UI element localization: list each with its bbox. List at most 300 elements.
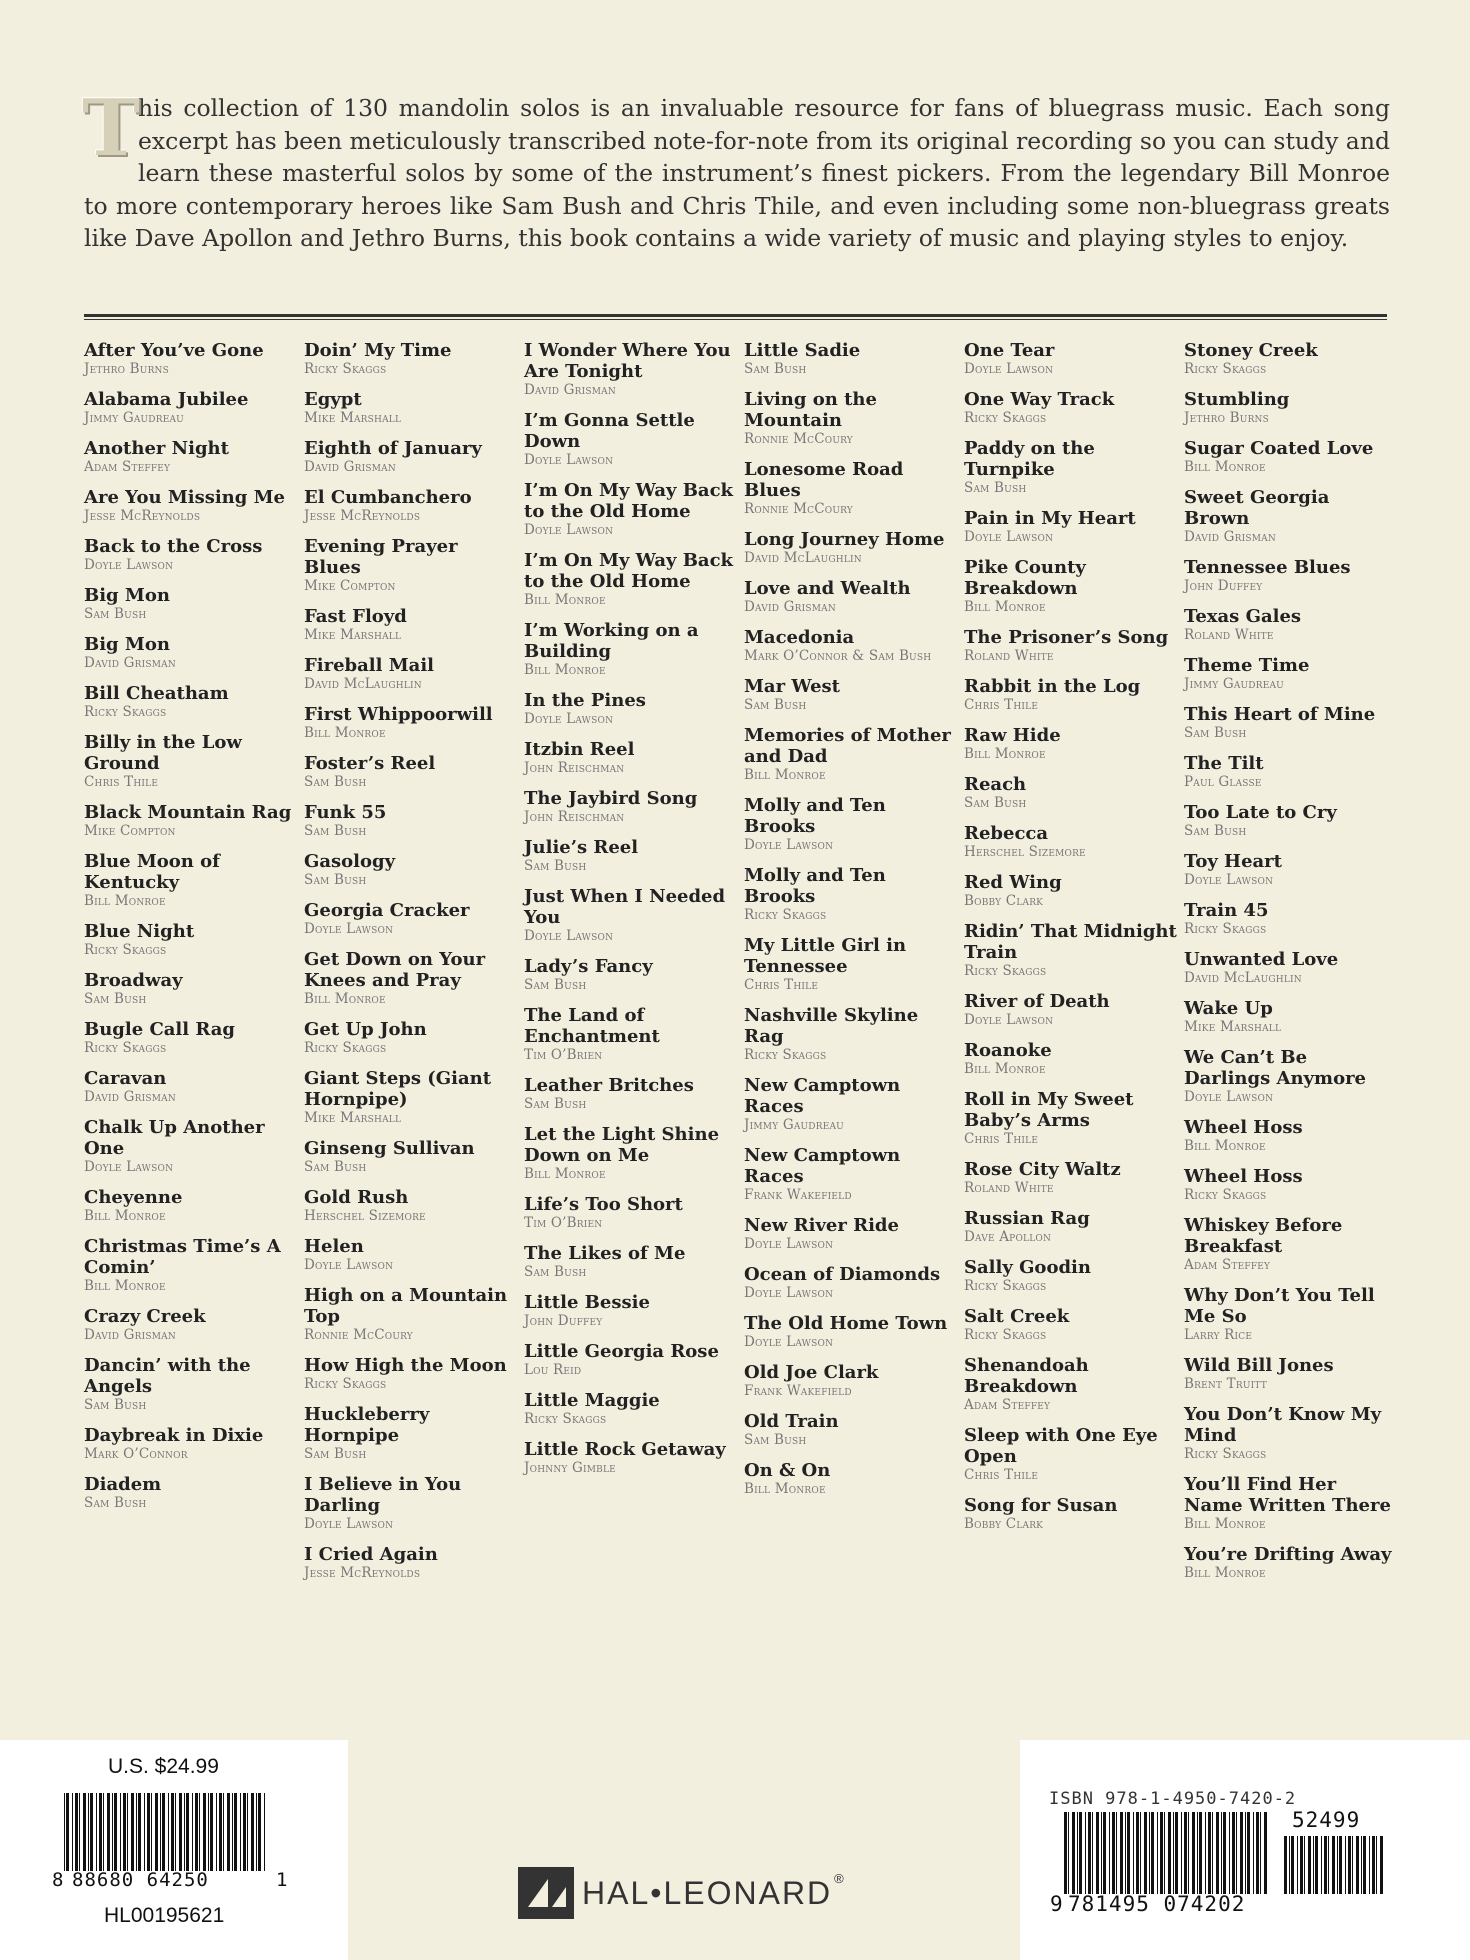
song-entry: [304, 1285, 519, 1344]
song-title: I Believe in You Darling: [304, 1474, 462, 1516]
song-title: Gold Rush: [304, 1187, 409, 1208]
song-title: Long Journey Home: [744, 529, 945, 550]
song-entry: [1184, 1474, 1399, 1533]
song-artist: David Grisman: [84, 655, 176, 671]
song-entry: [84, 1187, 299, 1225]
song-entry: [84, 683, 299, 721]
barcode-bar: [1260, 1812, 1261, 1894]
song-artist: Doyle Lawson: [744, 837, 834, 853]
barcode-bar: [1173, 1812, 1174, 1894]
song-artist: Ricky Skaggs: [304, 1040, 387, 1056]
song-artist: David McLaughlin: [1184, 970, 1302, 986]
song-title: Life’s Too Short: [524, 1194, 683, 1215]
song-artist: Ricky Skaggs: [1184, 1446, 1267, 1462]
barcode-bar: [1264, 1812, 1267, 1894]
barcode-bar: [1291, 1836, 1294, 1894]
song-artist: John Reischman: [524, 760, 625, 776]
song-artist: Mark O’Connor: [84, 1446, 188, 1462]
song-artist: Brent Truitt: [1184, 1376, 1267, 1392]
song-entry: [524, 1005, 739, 1064]
song-title: Eighth of January: [304, 438, 482, 459]
barcode-bar: [1297, 1836, 1298, 1894]
barcode-bar: [144, 1793, 145, 1871]
song-artist: Sam Bush: [304, 823, 367, 839]
song-title: Alabama Jubilee: [84, 389, 249, 410]
song-artist: Mike Compton: [84, 823, 176, 839]
song-entry: [524, 1341, 739, 1379]
song-title: Theme Time: [1184, 655, 1310, 676]
song-entry: [744, 389, 959, 448]
song-artist: Doyle Lawson: [84, 557, 174, 573]
song-entry: [524, 480, 739, 539]
song-entry: [84, 1306, 299, 1344]
song-artist: Jimmy Gaudreau: [744, 1117, 844, 1133]
barcode-bar: [203, 1793, 206, 1871]
song-title: Roanoke: [964, 1040, 1052, 1061]
barcode-bar: [1253, 1812, 1254, 1894]
song-title: Nashville Skyline Rag: [744, 1005, 919, 1047]
barcode-bar: [240, 1793, 241, 1871]
song-artist: Doyle Lawson: [84, 1159, 174, 1175]
song-title: Raw Hide: [964, 725, 1061, 746]
song-entry: [524, 550, 739, 609]
song-entry: [1184, 340, 1399, 378]
song-entry: [744, 1075, 959, 1134]
barcode-bar: [234, 1793, 237, 1871]
song-entry: [304, 753, 519, 791]
barcode-bar: [136, 1793, 137, 1871]
song-entry: [524, 886, 739, 945]
song-title: Tennessee Blues: [1184, 557, 1351, 578]
song-title: Shenandoah Breakdown: [964, 1355, 1089, 1397]
song-title: Egypt: [304, 389, 362, 410]
song-entry: [964, 872, 1179, 910]
song-title: Love and Wealth: [744, 578, 911, 599]
song-title: Why Don’t You Tell Me So: [1184, 1285, 1375, 1327]
song-entry: [744, 795, 959, 854]
song-title: Ridin’ That Midnight Train: [964, 921, 1177, 963]
song-column: [964, 340, 1179, 1544]
song-title: I Cried Again: [304, 1544, 438, 1565]
song-title: My Little Girl in Tennessee: [744, 935, 907, 977]
barcode-bar: [1223, 1812, 1226, 1894]
song-artist: Sam Bush: [744, 361, 807, 377]
song-artist: Johnny Gimble: [524, 1460, 616, 1476]
barcode-bar: [1160, 1812, 1163, 1894]
song-artist: David Grisman: [304, 459, 396, 475]
barcode-bar: [1101, 1812, 1102, 1894]
song-title: On & On: [744, 1460, 831, 1481]
barcode-bar: [1197, 1812, 1198, 1894]
song-entry: [964, 1425, 1179, 1484]
song-title: Molly and Ten Brooks: [744, 795, 886, 837]
song-artist: Sam Bush: [304, 1159, 367, 1175]
song-title: One Tear: [964, 340, 1055, 361]
song-title: One Way Track: [964, 389, 1115, 410]
song-entry: [964, 508, 1179, 546]
barcode-bar: [227, 1793, 230, 1871]
barcode-bar: [258, 1793, 261, 1871]
song-entry: [964, 557, 1179, 616]
isbn-label: ISBN 978-1-4950-7420-2: [1049, 1789, 1297, 1809]
song-entry: [84, 970, 299, 1008]
barcode-bar: [1181, 1812, 1182, 1894]
song-entry: [84, 1236, 299, 1295]
barcode-bar: [138, 1793, 141, 1871]
song-title: Wild Bill Jones: [1184, 1355, 1334, 1376]
barcode-bar: [1376, 1836, 1377, 1894]
song-title: Funk 55: [304, 802, 387, 823]
song-artist: Tim O’Brien: [524, 1047, 603, 1063]
intro-paragraph: [82, 83, 1390, 255]
song-entry: [1184, 1166, 1399, 1204]
song-artist: Chris Thile: [964, 697, 1039, 713]
song-artist: Bill Monroe: [964, 746, 1046, 762]
song-entry: [524, 1075, 739, 1113]
song-artist: Sam Bush: [744, 697, 807, 713]
song-entry: [964, 389, 1179, 427]
barcode-bar: [210, 1793, 213, 1871]
song-entry: [744, 529, 959, 567]
barcode-bar: [216, 1793, 217, 1871]
song-artist: Ronnie McCoury: [744, 501, 853, 517]
song-title: New Camptown Races: [744, 1075, 901, 1117]
divider-rule: [84, 314, 1387, 317]
barcode-addon: [1284, 1836, 1388, 1894]
barcode-bar: [1085, 1812, 1086, 1894]
song-entry: [1184, 606, 1399, 644]
song-title: Diadem: [84, 1474, 162, 1495]
barcode-bar: [123, 1793, 126, 1871]
song-entry: [964, 1495, 1179, 1533]
song-artist: Paul Glasse: [1184, 774, 1262, 790]
song-title: Daybreak in Dixie: [84, 1425, 264, 1446]
barcode-bar: [1205, 1812, 1206, 1894]
song-title: Back to the Cross: [84, 536, 263, 557]
barcode-bar: [1332, 1836, 1335, 1894]
barcode-bar: [1112, 1812, 1115, 1894]
song-title: New Camptown Races: [744, 1145, 901, 1187]
song-title: This Heart of Mine: [1184, 704, 1376, 725]
barcode-bar: [1380, 1836, 1383, 1894]
song-entry: [304, 802, 519, 840]
barcode-bar: [1324, 1836, 1327, 1894]
song-entry: [524, 1194, 739, 1232]
song-artist: Bill Monroe: [744, 767, 826, 783]
song-artist: Bill Monroe: [524, 592, 606, 608]
barcode-bar: [1232, 1812, 1235, 1894]
song-entry: [524, 1292, 739, 1330]
song-entry: [744, 627, 959, 665]
barcode-bar: [1168, 1812, 1171, 1894]
song-entry: [84, 1068, 299, 1106]
song-entry: [964, 1257, 1179, 1295]
song-artist: Jimmy Gaudreau: [1184, 676, 1284, 692]
song-artist: Ricky Skaggs: [84, 942, 167, 958]
song-artist: David McLaughlin: [744, 550, 862, 566]
song-artist: David Grisman: [524, 382, 616, 398]
song-artist: Bobby Clark: [964, 1516, 1044, 1532]
barcode-bar: [195, 1793, 198, 1871]
song-entry: [1184, 1544, 1399, 1582]
song-entry: [84, 389, 299, 427]
barcode-bar: [72, 1793, 73, 1871]
song-artist: Sam Bush: [744, 1432, 807, 1448]
song-entry: [304, 1138, 519, 1176]
song-entry: [304, 1404, 519, 1463]
song-artist: Sam Bush: [524, 977, 587, 993]
song-title: Whiskey Before Breakfast: [1184, 1215, 1343, 1257]
song-title: Unwanted Love: [1184, 949, 1339, 970]
song-artist: Mike Marshall: [1184, 1019, 1282, 1035]
barcode-bar: [1064, 1812, 1067, 1894]
song-artist: Ricky Skaggs: [304, 1376, 387, 1392]
song-artist: Sam Bush: [524, 1096, 587, 1112]
song-title: The Prisoner’s Song: [964, 627, 1169, 648]
publisher-name: HAL•LEONARD: [582, 1874, 833, 1911]
song-entry: [744, 578, 959, 616]
song-artist: Adam Steffey: [84, 459, 171, 475]
barcode-bar: [1247, 1812, 1250, 1894]
song-artist: Ricky Skaggs: [1184, 921, 1267, 937]
song-title: Toy Heart: [1184, 851, 1282, 872]
song-artist: Chris Thile: [744, 977, 819, 993]
barcode-bar: [155, 1793, 158, 1871]
barcode-bar: [1216, 1812, 1219, 1894]
song-title: The Land of Enchantment: [524, 1005, 660, 1047]
barcode-bar: [1116, 1812, 1117, 1894]
song-title: I’m On My Way Back to the Old Home: [524, 550, 734, 592]
song-title: Wake Up: [1184, 998, 1273, 1019]
song-artist: Sam Bush: [524, 858, 587, 874]
song-entry: [1184, 389, 1399, 427]
song-artist: Ronnie McCoury: [304, 1327, 413, 1343]
song-artist: Roland White: [964, 648, 1054, 664]
barcode-bar: [1352, 1836, 1353, 1894]
barcode-bar: [1221, 1812, 1222, 1894]
intro-text: his collection of 130 mandolin solos is an invaluable resource for fans of bluegrass music. Each song excerpt has been meticulously transcribed note-for-note from its original recording so you can study and learn these masterful solos by some of the instrument’s finest pickers. From the legendary Bill Monroe to more contemporary heroes like Sam Bush and Chris Thile, and even including some non-bluegrass greats like Dave Apollon and Jethro Burns, this book contains a wide variety of music and playing styles to enjoy.: [84, 94, 1390, 252]
barcode-bar: [103, 1793, 104, 1871]
song-artist: John Duffey: [1184, 578, 1263, 594]
song-title: Red Wing: [964, 872, 1062, 893]
song-title: The Old Home Town: [744, 1313, 948, 1334]
song-artist: Ricky Skaggs: [524, 1411, 607, 1427]
song-artist: Ricky Skaggs: [1184, 1187, 1267, 1203]
barcode-bar: [1363, 1836, 1366, 1894]
barcode-bar: [1304, 1836, 1305, 1894]
song-title: Ocean of Diamonds: [744, 1264, 941, 1285]
song-artist: Sam Bush: [964, 795, 1027, 811]
song-entry: [524, 1124, 739, 1183]
song-title: Black Mountain Rag: [84, 802, 292, 823]
song-title: Christmas Time’s A Comin’: [84, 1236, 281, 1278]
song-artist: Mike Marshall: [304, 410, 402, 426]
drop-cap: T: [82, 83, 141, 174]
barcode-bar: [120, 1793, 121, 1871]
barcode-bar: [1109, 1812, 1110, 1894]
song-artist: Jesse McReynolds: [304, 508, 421, 524]
barcode-bar: [1149, 1812, 1150, 1894]
barcode-bar: [1229, 1812, 1230, 1894]
song-entry: [1184, 949, 1399, 987]
song-artist: Jimmy Gaudreau: [84, 410, 184, 426]
song-artist: Doyle Lawson: [744, 1334, 834, 1350]
song-entry: [744, 1145, 959, 1204]
song-title: Crazy Creek: [84, 1306, 206, 1327]
song-artist: Doyle Lawson: [964, 1012, 1054, 1028]
song-artist: Ricky Skaggs: [84, 1040, 167, 1056]
barcode-bar: [127, 1793, 128, 1871]
song-artist: Adam Steffey: [964, 1397, 1051, 1413]
song-entry: [744, 1313, 959, 1351]
barcode-lead-digit: 8: [52, 1869, 65, 1891]
song-entry: [524, 690, 739, 728]
song-title: Huckleberry Hornpipe: [304, 1404, 430, 1446]
song-artist: Sam Bush: [524, 1264, 587, 1280]
song-title: Little Sadie: [744, 340, 861, 361]
barcode-bar: [192, 1793, 193, 1871]
song-title: Get Down on Your Knees and Pray: [304, 949, 486, 991]
song-title: The Likes of Me: [524, 1243, 686, 1264]
barcode-addon-digits: 52499: [1292, 1808, 1361, 1832]
song-column: [744, 340, 959, 1509]
song-entry: [524, 1439, 739, 1477]
song-entry: [744, 935, 959, 994]
song-artist: Doyle Lawson: [524, 452, 614, 468]
barcode-bar: [1328, 1836, 1329, 1894]
song-entry: [964, 438, 1179, 497]
song-title: Chalk Up Another One: [84, 1117, 265, 1159]
song-entry: [1184, 851, 1399, 889]
song-title: Stoney Creek: [1184, 340, 1318, 361]
song-artist: Ricky Skaggs: [964, 1327, 1047, 1343]
song-artist: Sam Bush: [84, 991, 147, 1007]
song-artist: Jesse McReynolds: [304, 1565, 421, 1581]
barcode-bar: [1313, 1836, 1314, 1894]
song-title: Cheyenne: [84, 1187, 183, 1208]
song-title: Bill Cheatham: [84, 683, 229, 704]
barcode-bar: [1072, 1812, 1075, 1894]
song-entry: [964, 991, 1179, 1029]
song-title: Gasology: [304, 851, 396, 872]
song-title: The Tilt: [1184, 753, 1264, 774]
song-entry: [1184, 998, 1399, 1036]
song-artist: Lou Reid: [524, 1362, 582, 1378]
song-artist: Bill Monroe: [304, 991, 386, 1007]
song-entry: [964, 725, 1179, 763]
song-artist: Bill Monroe: [744, 1481, 826, 1497]
barcode-bar: [1188, 1812, 1189, 1894]
song-artist: Mike Marshall: [304, 1110, 402, 1126]
song-entry: [84, 921, 299, 959]
song-entry: [964, 823, 1179, 861]
song-title: Dancin’ with the Angels: [84, 1355, 251, 1397]
song-column: [524, 340, 739, 1488]
song-title: Too Late to Cry: [1184, 802, 1337, 823]
barcode-bar: [1289, 1836, 1290, 1894]
song-title: Big Mon: [84, 585, 170, 606]
song-title: Doin’ My Time: [304, 340, 452, 361]
song-entry: [1184, 1117, 1399, 1155]
song-title: Are You Missing Me: [84, 487, 285, 508]
barcode-bar: [114, 1793, 117, 1871]
song-entry: [744, 340, 959, 378]
song-artist: Sam Bush: [304, 1446, 367, 1462]
song-entry: [524, 956, 739, 994]
song-entry: [524, 410, 739, 469]
song-entry: [744, 1362, 959, 1400]
song-artist: Herschel Sizemore: [964, 844, 1086, 860]
song-artist: Sam Bush: [1184, 725, 1247, 741]
song-title: Little Maggie: [524, 1390, 660, 1411]
barcode-bar: [186, 1793, 189, 1871]
isbn-digits: 781495 074202: [1068, 1892, 1246, 1916]
song-title: How High the Moon: [304, 1355, 507, 1376]
song-artist: Bill Monroe: [1184, 459, 1266, 475]
song-title: Memories of Mother and Dad: [744, 725, 951, 767]
song-entry: [744, 1005, 959, 1064]
song-title: Salt Creek: [964, 1306, 1070, 1327]
song-title: Lady’s Fancy: [524, 956, 653, 977]
song-entry: [304, 1474, 519, 1533]
song-title: In the Pines: [524, 690, 646, 711]
song-artist: Mike Compton: [304, 578, 396, 594]
song-entry: [964, 1208, 1179, 1246]
song-title: I’m On My Way Back to the Old Home: [524, 480, 734, 522]
song-title: Mar West: [744, 676, 840, 697]
barcode-bar: [1284, 1836, 1287, 1894]
barcode-bar: [1192, 1812, 1195, 1894]
song-artist: Doyle Lawson: [524, 522, 614, 538]
barcode-bar: [1337, 1836, 1338, 1894]
song-artist: Jethro Burns: [1184, 410, 1270, 426]
song-title: River of Death: [964, 991, 1110, 1012]
song-title: Blue Moon of Kentucky: [84, 851, 220, 893]
song-title: Julie’s Reel: [524, 837, 639, 858]
song-title: Let the Light Shine Down on Me: [524, 1124, 720, 1166]
song-artist: Sam Bush: [84, 1495, 147, 1511]
song-entry: [1184, 900, 1399, 938]
song-title: High on a Mountain Top: [304, 1285, 508, 1327]
song-entry: [304, 1068, 519, 1127]
song-artist: David Grisman: [1184, 529, 1276, 545]
song-entry: [84, 1019, 299, 1057]
barcode-digits: 88680 64250: [72, 1869, 209, 1891]
barcode-bar: [1245, 1812, 1246, 1894]
song-entry: [964, 340, 1179, 378]
song-title: Song for Susan: [964, 1495, 1118, 1516]
barcode-bar: [219, 1793, 222, 1871]
song-entry: [524, 837, 739, 875]
song-title: Little Bessie: [524, 1292, 650, 1313]
isbn-lead-digit: 9: [1050, 1892, 1064, 1916]
song-title: New River Ride: [744, 1215, 899, 1236]
song-entry: [964, 676, 1179, 714]
barcode-bar: [1136, 1812, 1139, 1894]
barcode-bar: [223, 1793, 224, 1871]
barcode-bar: [208, 1793, 209, 1871]
song-title: Just When I Needed You: [524, 886, 726, 928]
song-entry: [1184, 1355, 1399, 1393]
song-entry: [84, 1117, 299, 1176]
barcode-bar: [64, 1793, 65, 1871]
song-entry: [304, 949, 519, 1008]
song-entry: [304, 389, 519, 427]
barcode-bar: [88, 1793, 89, 1871]
song-entry: [84, 536, 299, 574]
song-artist: Bill Monroe: [524, 662, 606, 678]
registered-mark: ®: [834, 1871, 844, 1886]
